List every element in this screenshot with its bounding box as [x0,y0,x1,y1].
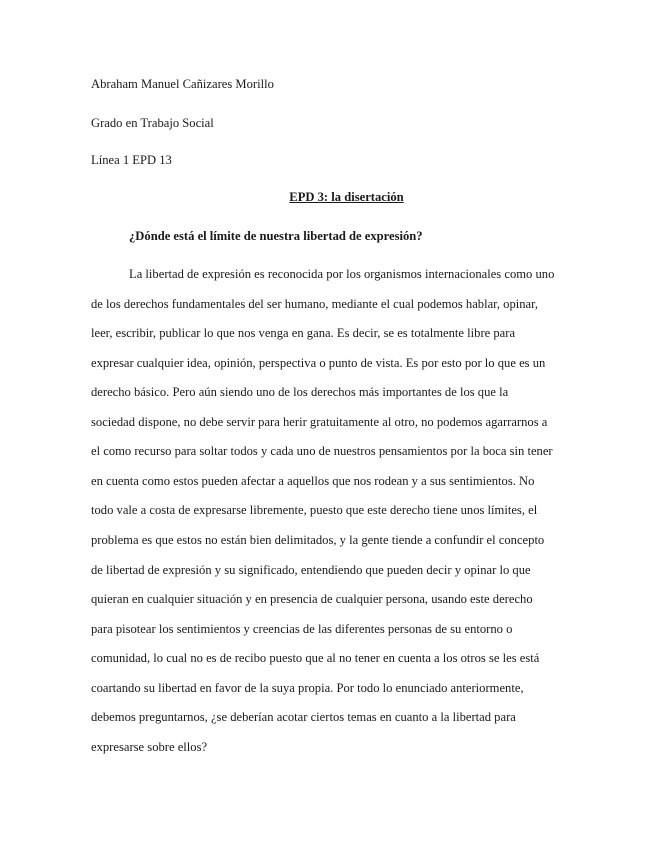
author-name: Abraham Manuel Cañizares Morillo [91,77,274,91]
body-line: todo vale a costa de expresarse libremente, puesto que este derecho tiene unos límites, el [91,503,538,517]
body-line: derecho básico. Pero aún siendo uno de los derechos más importantes de los que la [91,385,509,399]
course-line: Línea 1 EPD 13 [91,153,172,167]
body-line: en cuenta como estos pueden afectar a aquellos que nos rodean y a sus sentimientos. No [91,474,535,488]
degree-name: Grado en Trabajo Social [91,116,214,130]
body-line: para pisotear los sentimientos y creencias de las diferentes personas de su entorno o [91,622,513,636]
body-line: debemos preguntarnos, ¿se deberían acotar ciertos temas en cuanto a la libertad para [91,710,516,724]
essay-question: ¿Dónde está el límite de nuestra libertad de expresión? [129,229,423,243]
essay-title: EPD 3: la disertación [289,190,404,204]
body-line: expresar cualquier idea, opinión, perspectiva o punto de vista. Es por esto por lo que es un [91,356,546,370]
body-line: de libertad de expresión y su significado, entendiendo que pueden decir y opinar lo que [91,563,531,577]
body-line: sociedad dispone, no debe servir para herir gratuitamente al otro, no podemos agarrarnos a [91,415,548,429]
body-line: comunidad, lo cual no es de recibo puesto que al no tener en cuenta a los otros se les está [91,651,540,665]
body-line: de los derechos fundamentales del ser humano, mediante el cual podemos hablar, opinar, [91,297,538,311]
body-line: quieran en cualquier situación y en presencia de cualquier persona, usando este derecho [91,592,533,606]
body-line: el como recurso para soltar todos y cada uno de nuestros pensamientos por la boca sin tener [91,444,553,458]
body-line: La libertad de expresión es reconocida por los organismos internacionales como uno [129,267,555,281]
body-line: coartando su libertad en favor de la suya propia. Por todo lo enunciado anteriormente, [91,681,524,695]
body-line: problema es que estos no están bien delimitados, y la gente tiende a confundir el concepto [91,533,545,547]
body-line: expresarse sobre ellos? [91,740,208,754]
body-line: leer, escribir, publicar lo que nos venga en gana. Es decir, se es totalmente libre para [91,326,516,340]
